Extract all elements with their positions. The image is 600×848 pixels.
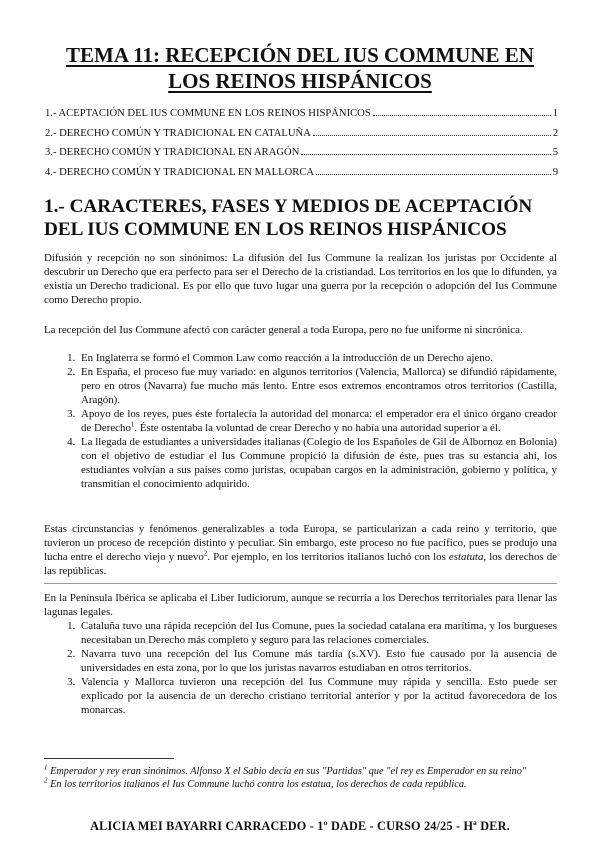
list-item: 2. Navarra tuvo una recepción del Ius Comune más tardía (s.XV). Esto fue causado por la ausencia de universidades en esta zona, por lo que los juristas navarros estudiaban en otros territorios.: [78, 647, 557, 675]
toc-entry-label[interactable]: 1.- ACEPTACIÓN DEL IUS COMMUNE EN LOS REINOS HISPÁNICOS: [45, 108, 371, 119]
toc-leader-dots: [373, 115, 551, 116]
paragraph-text: , los derechos de las repúblicas.: [44, 551, 557, 577]
toc-entry[interactable]: [45, 147, 558, 167]
paragraph-peninsula: En la Península Ibérica se aplicaba el Liber Iudiciorum, aunque se recurría a los Derechos territoriales para llenar las lagunas legales.: [44, 592, 557, 618]
paragraph-difusion: Difusión y recepción no son sinónimos: La difusión del Ius Commune la realizan los juristas por Occidente al descubrir un Derecho que era perfecto para ser el Derecho de la cristiandad. Los territorios en los que lo difunden, ya existía un Derecho tradicional. Es por ello que tuvo lugar una guerra por la recepción o adopción del Ius Commune como Derecho propio.: [44, 252, 557, 306]
footnote-text: En los territorios italianos el Ius Commune luchó contra los estatua, los derechos de cada república.: [47, 779, 467, 790]
footnote-ref[interactable]: 2: [203, 549, 208, 558]
paragraph-text: . Por ejemplo, en los territorios italianos luchó con los: [207, 551, 449, 563]
toc-entry[interactable]: [45, 108, 558, 128]
toc-entry-label[interactable]: 2.- DERECHO COMÚN Y TRADICIONAL EN CATALUÑA: [45, 127, 311, 139]
list-item: 1. Cataluña tuvo una rápida recepción del Ius Comune, pues la sociedad catalana era marítima, y los burgueses necesitaban un Derecho más completo y seguro para las relaciones comerciales.: [78, 619, 557, 647]
territories-list: [44, 619, 557, 717]
list-item: 1. En Inglaterra se formó el Common Law como reacción a la introducción de un Derecho ajeno.: [78, 351, 557, 365]
footnote-text: Emperador y rey eran sinónimos. Alfonso X el Sabio decía en sus "Partidas" que "el rey es Emperador en su reino": [47, 766, 527, 777]
footnote-separator: [44, 758, 174, 759]
paragraph-text: Estas circunstancias y fenómenos generalizables a toda Europa, se particularizan a cada reino y territorio, que tuvieron un proceso de recepción distinto y peculiar. Sin embargo, este proceso no fue pacífico, pues se produjo una lucha entre el derecho viejo y nuevo: [44, 523, 557, 563]
toc-entry[interactable]: [45, 167, 558, 187]
separator-line: [44, 583, 557, 584]
footnotes: [44, 765, 557, 791]
section-heading: 1.- CARACTERES, FASES Y MEDIOS DE ACEPTACIÓN DEL IUS COMMUNE EN LOS REINOS HISPÁNICOS: [44, 196, 533, 240]
footnote-ref[interactable]: 1: [130, 420, 135, 429]
toc-leader-dots: [313, 135, 551, 136]
table-of-contents: [45, 108, 558, 186]
toc-entry-page[interactable]: 2: [552, 127, 558, 139]
list-item: 2. En España, el proceso fue muy variado: en algunos territorios (Valencia, Mallorca) se difundió rápidamente, pero en otros (Navarra) fue mucho más lento. Entre esos extremos encontramos otros territorios (Castilla, Aragón).: [78, 365, 557, 407]
title-line-1: TEMA 11: RECEPCIÓN DEL IUS COMMUNE EN: [66, 43, 534, 67]
toc-entry-page[interactable]: 1: [552, 108, 558, 119]
footnote: [44, 765, 557, 778]
toc-entry-page[interactable]: 9: [552, 166, 558, 178]
paragraph-circunstancias: [44, 522, 557, 578]
toc-entry-page[interactable]: 5: [552, 147, 558, 159]
footnote-number: 1: [44, 763, 48, 772]
list-item-text: . Éste ostentaba la voluntad de crear Derecho y no había una autoridad superior a él.: [134, 422, 501, 434]
page-footer: ALICIA MEI BAYARRI CARRACEDO - 1º DADE - CURSO 24/25 - Hª DER.: [90, 819, 510, 833]
list-item: [78, 407, 557, 435]
list-item: 3. Valencia y Mallorca tuvieron una recepción del Ius Commune muy rápida y sencilla. Esto puede ser explicado por la ausencia de un derecho cristiano territorial anterior y por la actitud favorecedora de los monarcas.: [78, 675, 557, 717]
title-line-2: LOS REINOS HISPÁNICOS: [168, 69, 432, 93]
paragraph-recepcion: La recepción del Ius Commune afectó con carácter general a toda Europa, pero no fue uniforme ni sincrónica.: [44, 324, 523, 336]
document-title: [40, 42, 560, 94]
toc-entry[interactable]: [45, 128, 558, 148]
footnote-number: 2: [44, 776, 48, 785]
recepcion-factors-list: [44, 351, 557, 491]
toc-leader-dots: [316, 174, 551, 175]
toc-entry-label[interactable]: 4.- DERECHO COMÚN Y TRADICIONAL EN MALLORCA: [45, 166, 315, 178]
emphasis-text: estatuta: [448, 551, 484, 563]
toc-entry-label[interactable]: 3.- DERECHO COMÚN Y TRADICIONAL EN ARAGÓN: [45, 147, 300, 159]
list-item: 4. La llegada de estudiantes a universidades italianas (Colegio de los Españoles de Gil de Albornoz en Bolonia) con el objetivo de estudiar el Ius Commune propició la difusión de éste, pues tras su estancia ahí, los estudiantes volvían a sus países como juristas, ocupaban cargos en la administración, gobierno y política, y transmitían el conocimiento adquirido.: [78, 435, 557, 491]
toc-leader-dots: [301, 154, 550, 155]
list-item-text: Apoyo de los reyes, pues éste fortalecía la autoridad del monarca: el emperador era el único órgano creador de Derecho: [81, 408, 557, 434]
footnote: [44, 778, 557, 791]
